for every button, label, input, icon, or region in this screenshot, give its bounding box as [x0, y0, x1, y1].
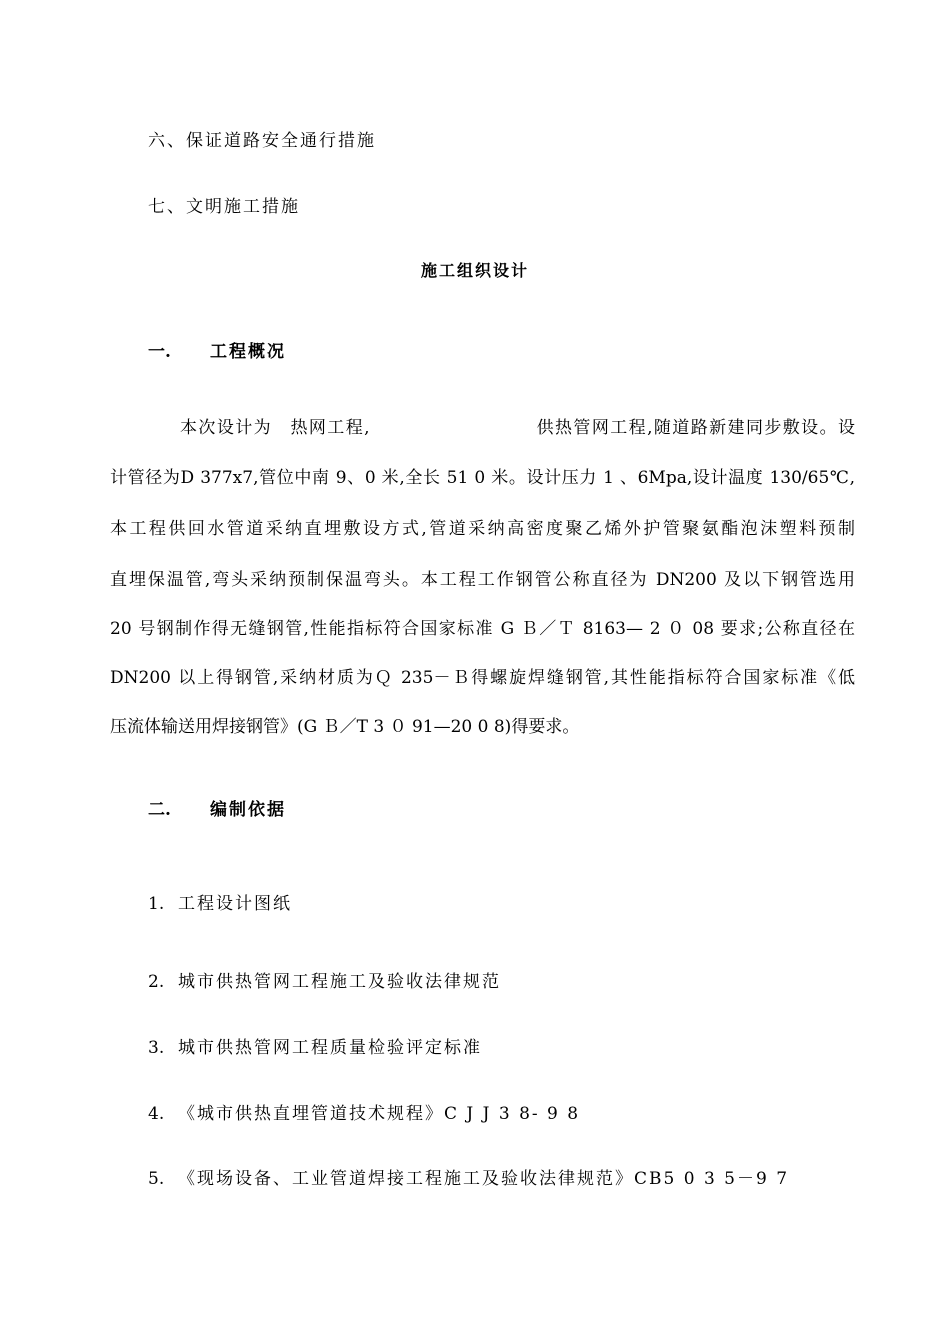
- list-item-text: 《城市供热直埋管道技术规程》C J J 3 8- 9 8: [178, 1104, 581, 1124]
- section-label: 工程概况: [210, 342, 286, 362]
- list-item-text: 工程设计图纸: [178, 894, 292, 914]
- list-item-number: 5.: [148, 1169, 165, 1189]
- list-item-number: 2.: [148, 972, 165, 992]
- document-title: 施工组织设计: [420, 261, 529, 280]
- list-item-number: 4.: [148, 1104, 165, 1124]
- paragraph-line: DN200 以上得钢管,采纳材质为Ｑ 235－Ｂ得螺旋焊缝钢管,其性能指标符合国家标准《低: [110, 668, 855, 688]
- list-item-text: 《现场设备、工业管道焊接工程施工及验收法律规范》CB5 0 3 5－9 7: [178, 1169, 790, 1189]
- list-item-2: [148, 967, 501, 992]
- section-label: 编制依据: [210, 800, 286, 820]
- list-item-5: [148, 1164, 789, 1189]
- section-heading-basis: [148, 795, 286, 820]
- paragraph-line: 压流体输送用焊接钢管》(G Ｂ／T 3 ０ 91—20 0 8)得要求。: [110, 717, 580, 737]
- paragraph-line: 本次设计为 热网工程, 供热管网工程,随道路新建同步敷设。设: [180, 418, 855, 438]
- list-item-text: 城市供热管网工程施工及验收法律规范: [178, 972, 501, 992]
- list-item-number: 3.: [148, 1038, 165, 1058]
- paragraph-line: 直埋保温管,弯头采纳预制保温弯头。本工程工作钢管公称直径为 DN200 及以下钢管选用: [110, 570, 855, 590]
- section-heading-overview: [148, 337, 286, 362]
- list-item-3: [148, 1033, 482, 1058]
- paragraph-line: 本工程供回水管道采纳直埋敷设方式,管道采纳高密度聚乙烯外护管聚氨酯泡沫塑料预制: [110, 519, 855, 539]
- list-item-4: [148, 1099, 580, 1124]
- paragraph-line: 计管径为D 377x7,管位中南 9、0 米,全长 51 0 米。设计压力 1 、6Mpa,设计温度 130/65℃,: [110, 468, 855, 488]
- paragraph-line: 20 号钢制作得无缝钢管,性能指标符合国家标准 G Ｂ／Ｔ 8163— 2 ０ 08 要求;公称直径在: [110, 619, 855, 639]
- toc-line-7: 七、文明施工措施: [148, 197, 300, 217]
- list-item-number: 1.: [148, 894, 165, 914]
- toc-line-6: 六、保证道路安全通行措施: [148, 131, 376, 151]
- section-number: 二.: [148, 800, 171, 820]
- list-item-1: [148, 889, 292, 914]
- section-number: 一.: [148, 342, 171, 362]
- list-item-text: 城市供热管网工程质量检验评定标准: [178, 1038, 482, 1058]
